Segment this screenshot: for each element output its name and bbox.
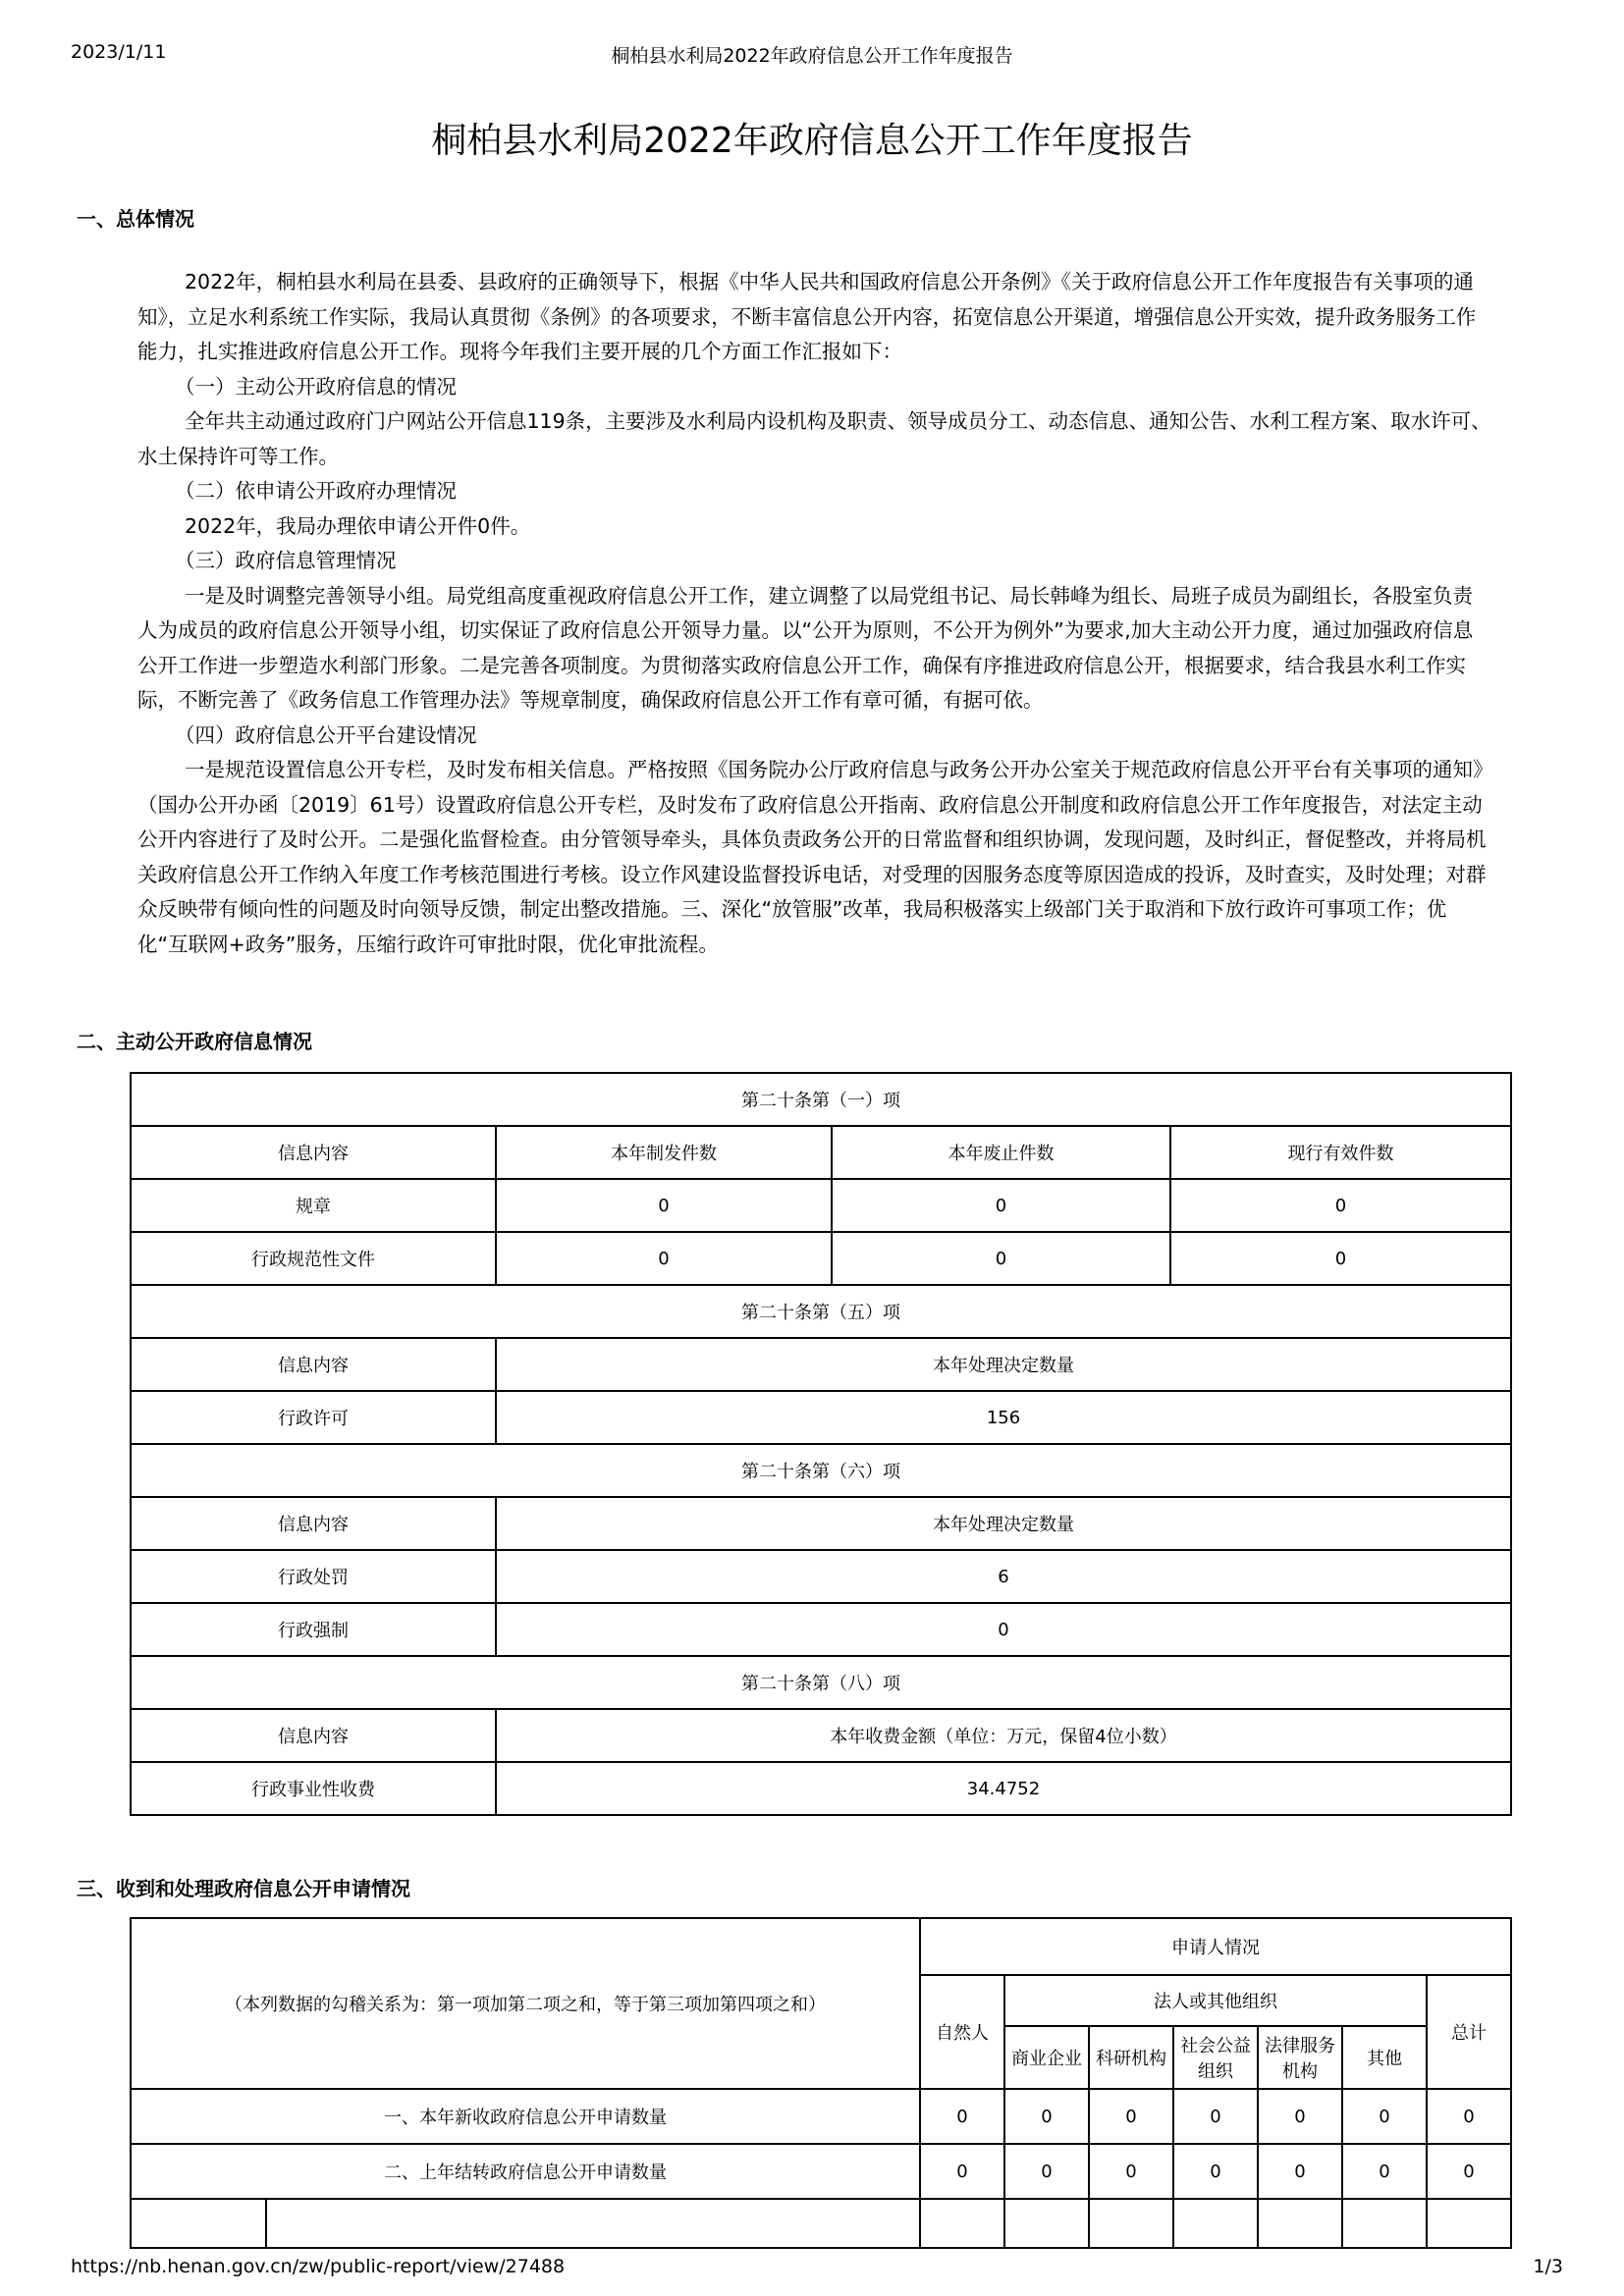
table-cell: 行政处罚 xyxy=(131,1550,496,1603)
table-cell: 0 xyxy=(496,1179,832,1232)
table-cell: 0 xyxy=(1170,1232,1511,1285)
section-heading-requests: 三、收到和处理政府信息公开申请情况 xyxy=(77,1877,410,1900)
table-cell: 0 xyxy=(1427,2089,1511,2144)
org-type-header: 社会公益组织 xyxy=(1173,2026,1258,2089)
table-row xyxy=(131,1232,1511,1285)
requests-table xyxy=(130,1917,1512,2249)
table-cell: 0 xyxy=(832,1179,1170,1232)
paragraph-management: 一是及时调整完善领导小组。局党组高度重视政府信息公开工作，建立调整了以局党组书记、局长韩峰为组长、局班子成员为副组长，各股室负责人为成员的政府信息公开领导小组，切实保证了政府信息公开领导力量。以“公开为原则，不公开为例外”为要求,加大主动公开力度，通过加强政府信息公开工作进一步塑造水利部门形象。二是完善各项制度。为贯彻落实政府信息公开工作，确保有序推进政府信息公开，根据要求，结合我县水利工作实际，不断完善了《政务信息工作管理办法》等规章制度，确保政府信息公开工作有章可循，有据可依。 xyxy=(137,583,1474,712)
table-cell: 0 xyxy=(1173,2089,1258,2144)
table-cell xyxy=(1004,2199,1089,2248)
table-cell xyxy=(1173,2199,1258,2248)
article-20-1-title: 第二十条第（一）项 xyxy=(131,1073,1511,1126)
document-title: 桐柏县水利局2022年政府信息公开工作年度报告 xyxy=(431,121,1193,161)
table-row xyxy=(131,1550,1511,1603)
table-header-cell: 本年制发件数 xyxy=(496,1126,832,1179)
table-row xyxy=(131,2199,1511,2248)
print-header-title: 桐柏县水利局2022年政府信息公开工作年度报告 xyxy=(611,45,1013,67)
table-row xyxy=(131,1709,1511,1762)
table-cell: 156 xyxy=(496,1391,1511,1444)
table-cell: 行政许可 xyxy=(131,1391,496,1444)
section-heading-overview: 一、总体情况 xyxy=(77,207,194,231)
natural-person-header: 自然人 xyxy=(920,1975,1004,2089)
table-cell: 规章 xyxy=(131,1179,496,1232)
org-type-header: 其他 xyxy=(1342,2026,1427,2089)
print-date: 2023/1/11 xyxy=(71,41,167,63)
table-cell: 6 xyxy=(496,1550,1511,1603)
table-cell: 行政事业性收费 xyxy=(131,1762,496,1815)
table-cell: 0 xyxy=(1342,2089,1427,2144)
table-cell xyxy=(1427,2199,1511,2248)
table-cell xyxy=(131,2199,266,2248)
table-cell: 0 xyxy=(1258,2089,1342,2144)
table-cell: 0 xyxy=(1342,2144,1427,2199)
table-cell: 0 xyxy=(1173,2144,1258,2199)
table-cell: 0 xyxy=(496,1603,1511,1656)
table-header-cell: 本年处理决定数量 xyxy=(496,1497,1511,1550)
table-row xyxy=(131,1126,1511,1179)
table-row xyxy=(131,1762,1511,1815)
paragraph-proactive: 全年共主动通过政府门户网站公开信息119条，主要涉及水利局内设机构及职责、领导成员分工、动态信息、通知公告、水利工程方案、取水许可、水土保持许可等工作。 xyxy=(137,409,1491,468)
table-cell xyxy=(1089,2199,1173,2248)
org-type-header: 商业企业 xyxy=(1004,2026,1089,2089)
legal-org-header: 法人或其他组织 xyxy=(1004,1975,1427,2026)
proactive-disclosure-table xyxy=(130,1072,1512,1816)
table-cell: 34.4752 xyxy=(496,1762,1511,1815)
table-cell: 0 xyxy=(832,1232,1170,1285)
table-row xyxy=(131,1918,1511,1975)
subheading-platform: （四）政府信息公开平台建设情况 xyxy=(175,722,477,747)
table-header-cell: 信息内容 xyxy=(131,1338,496,1391)
consistency-note-cell: （本列数据的勾稽关系为：第一项加第二项之和，等于第三项加第四项之和） xyxy=(131,1918,920,2089)
row-label: 二、上年结转政府信息公开申请数量 xyxy=(131,2144,920,2199)
article-20-8-title: 第二十条第（八）项 xyxy=(131,1656,1511,1709)
table-cell: 0 xyxy=(1258,2144,1342,2199)
row-label: 一、本年新收政府信息公开申请数量 xyxy=(131,2089,920,2144)
applicant-header: 申请人情况 xyxy=(920,1918,1511,1975)
table-header-cell: 信息内容 xyxy=(131,1709,496,1762)
table-cell xyxy=(266,2199,920,2248)
subheading-on-request: （二）依申请公开政府办理情况 xyxy=(175,479,457,503)
subheading-proactive: （一）主动公开政府信息的情况 xyxy=(175,374,457,399)
table-header-cell: 本年收费金额（单位：万元，保留4位小数） xyxy=(496,1709,1511,1762)
table-cell xyxy=(1342,2199,1427,2248)
article-20-6-title: 第二十条第（六）项 xyxy=(131,1444,1511,1497)
table-cell xyxy=(920,2199,1004,2248)
page-number: 1/3 xyxy=(1533,2256,1563,2277)
table-row xyxy=(131,2144,1511,2199)
overview-intro: 2022年，桐柏县水利局在县委、县政府的正确领导下，根据《中华人民共和国政府信息公开条例》《关于政府信息公开工作年度报告有关事项的通知》，立足水利系统工作实际，我局认真贯彻《条例》的各项要求，不断丰富信息公开内容，拓宽信息公开渠道，增强信息公开实效，提升政务服务工作能力，扎实推进政府信息公开工作。现将今年我们主要开展的几个方面工作汇报如下： xyxy=(137,270,1477,363)
table-header-cell: 信息内容 xyxy=(131,1497,496,1550)
table-cell: 0 xyxy=(920,2089,1004,2144)
table-row xyxy=(131,1179,1511,1232)
overview-body xyxy=(137,265,1492,962)
table-cell: 0 xyxy=(1004,2089,1089,2144)
table-cell: 0 xyxy=(1170,1179,1511,1232)
org-type-header: 科研机构 xyxy=(1089,2026,1173,2089)
table-cell: 0 xyxy=(1004,2144,1089,2199)
table-cell: 行政规范性文件 xyxy=(131,1232,496,1285)
table-row xyxy=(131,1391,1511,1444)
table-cell: 0 xyxy=(920,2144,1004,2199)
table-header-cell: 信息内容 xyxy=(131,1126,496,1179)
paragraph-on-request: 2022年，我局办理依申请公开件0件。 xyxy=(185,513,531,538)
table-cell: 0 xyxy=(496,1232,832,1285)
table-header-cell: 现行有效件数 xyxy=(1170,1126,1511,1179)
total-header: 总计 xyxy=(1427,1975,1511,2089)
table-header-cell: 本年废止件数 xyxy=(832,1126,1170,1179)
article-20-5-title: 第二十条第（五）项 xyxy=(131,1285,1511,1338)
table-cell: 0 xyxy=(1089,2144,1173,2199)
table-row xyxy=(131,1603,1511,1656)
table-cell: 行政强制 xyxy=(131,1603,496,1656)
table-row xyxy=(131,1285,1511,1338)
subheading-management: （三）政府信息管理情况 xyxy=(175,549,397,572)
table-row xyxy=(131,1073,1511,1126)
table-row xyxy=(131,1497,1511,1550)
table-row xyxy=(131,1338,1511,1391)
table-row xyxy=(131,1444,1511,1497)
footer-url: https://nb.henan.gov.cn/zw/public-report/view/27488 xyxy=(71,2256,566,2277)
section-heading-proactive-disclosure: 二、主动公开政府信息情况 xyxy=(77,1030,312,1053)
table-row xyxy=(131,2089,1511,2144)
table-cell: 0 xyxy=(1427,2144,1511,2199)
org-type-header: 法律服务机构 xyxy=(1258,2026,1342,2089)
table-cell: 0 xyxy=(1089,2089,1173,2144)
table-row xyxy=(131,1656,1511,1709)
paragraph-platform: 一是规范设置信息公开专栏，及时发布相关信息。严格按照《国务院办公厅政府信息与政务公开办公室关于规范政府信息公开平台有关事项的通知》（国办公开办函〔2019〕61号）设置政府信息公开专栏，及时发布了政府信息公开指南、政府信息公开制度和政府信息公开工作年度报告，对法定主动公开内容进行了及时公开。二是强化监督检查。由分管领导牵头，具体负责政务公开的日常监督和组织协调，发现问题，及时纠正，督促整改，并将局机关政府信息公开工作纳入年度工作考核范围进行考核。设立作风建设监督投诉电话，对受理的因服务态度等原因造成的投诉，及时查实，及时处理；对群众反映带有倾向性的问题及时向领导反馈，制定出整改措施。三、深化“放管服”改革，我局积极落实上级部门关于取消和下放行政许可事项工作；优化“互联网+政务”服务，压缩行政许可审批时限，优化审批流程。 xyxy=(137,758,1487,956)
table-header-cell: 本年处理决定数量 xyxy=(496,1338,1511,1391)
table-cell xyxy=(1258,2199,1342,2248)
